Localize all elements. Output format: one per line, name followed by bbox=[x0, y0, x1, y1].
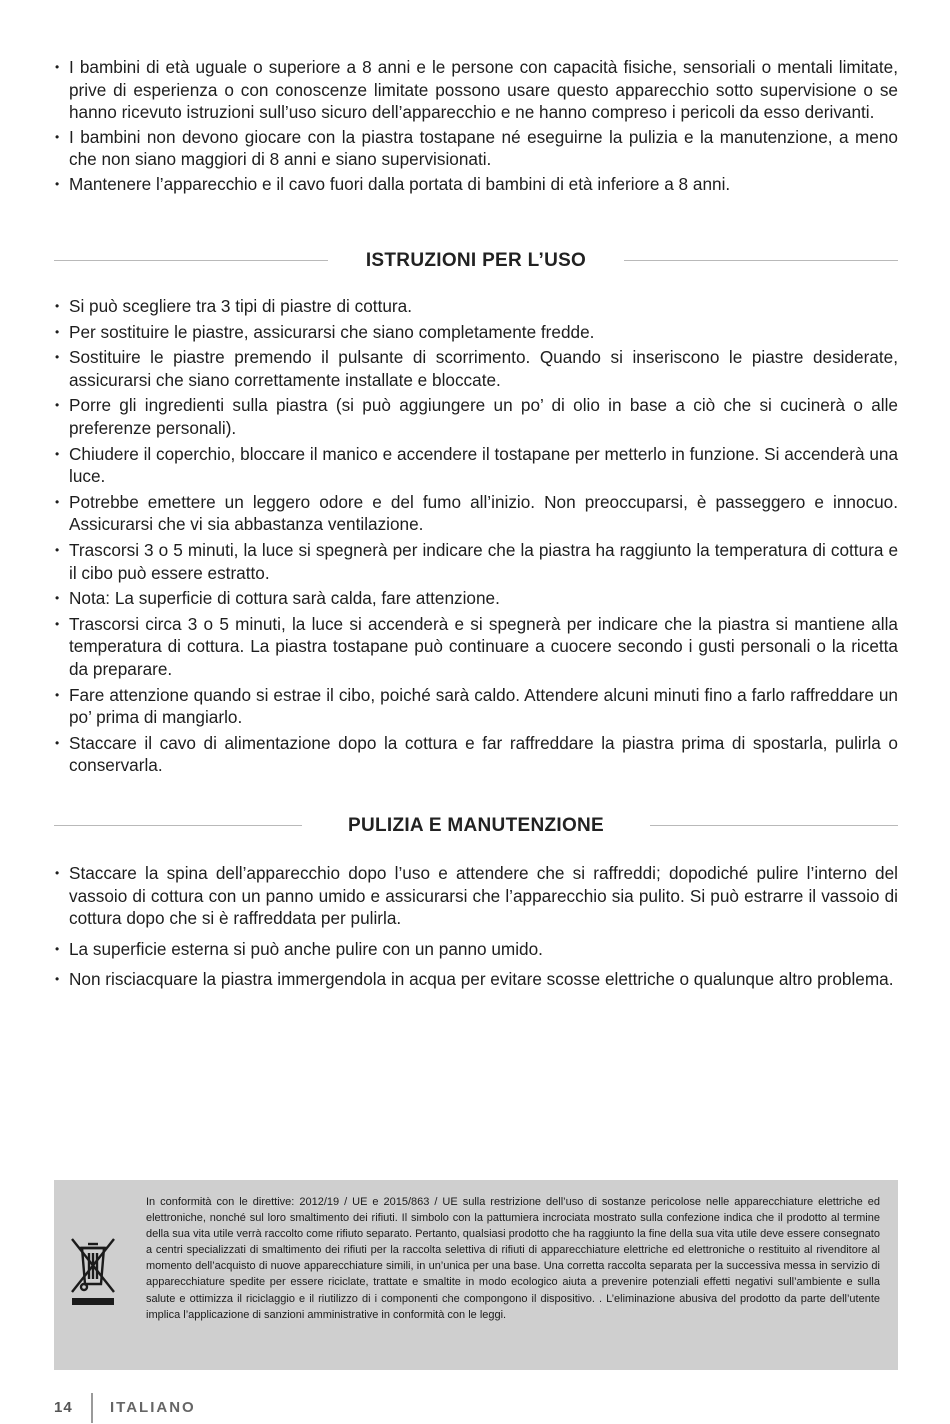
list-item-text: Per sostituire le piastre, assicurarsi che siano completamente fredde. bbox=[69, 321, 595, 342]
list-item bbox=[54, 346, 898, 391]
cleaning-heading-title: PULIZIA E MANUTENZIONE bbox=[347, 815, 605, 836]
weee-disposal-notice bbox=[54, 1180, 898, 1370]
bullet-icon: • bbox=[55, 972, 60, 987]
bullet-icon: • bbox=[55, 941, 60, 956]
list-item-text: I bambini di età uguale o superiore a 8 anni e le persone con capacità fisiche, sensoriali o mentali limitate, prive di esperienza o con conoscenze limitate possono usare questo apparecchio sotto supervisione o se hanno ricevuto istruzioni sull’uso sicuro dell’apparecchio e ne hanno compreso i pericoli da esso derivanti. bbox=[69, 57, 898, 123]
footer-language-label: ITALIANO bbox=[110, 1399, 196, 1416]
list-item bbox=[54, 684, 898, 729]
list-item-text: Non risciacquare la piastra immergendola in acqua per evitare scosse elettriche o qualunque altro problema. bbox=[69, 969, 894, 990]
bullet-icon: • bbox=[55, 446, 60, 461]
list-item-text: Staccare la spina dell’apparecchio dopo l’uso e attendere che si raffreddi; dopodiché pulire l’interno del vassoio di cottura con un panno umido e assicurarsi che l’apparecchio sia pulito. Si può estrarre il vassoio di cottura dopo che si è raffreddata per pulirla. bbox=[69, 863, 898, 929]
bullet-icon: • bbox=[55, 591, 60, 606]
bullet-icon: • bbox=[55, 129, 60, 144]
list-item bbox=[54, 968, 898, 991]
bullet-icon: • bbox=[55, 494, 60, 509]
list-item bbox=[54, 56, 898, 124]
page-number: 14 bbox=[54, 1399, 73, 1416]
heading-rule-right bbox=[650, 825, 898, 826]
footer-divider bbox=[91, 1393, 93, 1423]
bullet-icon: • bbox=[55, 398, 60, 413]
list-item bbox=[54, 587, 898, 610]
list-item-text: Fare attenzione quando si estrae il cibo, poiché sarà caldo. Attendere alcuni minuti fino a farlo raffreddare un po’ prima di mangiarlo. bbox=[69, 684, 898, 728]
usage-section-heading bbox=[54, 249, 898, 273]
cleaning-instructions-list bbox=[54, 862, 898, 999]
list-item bbox=[54, 613, 898, 681]
list-item bbox=[54, 295, 898, 318]
intro-list bbox=[54, 56, 898, 198]
list-item bbox=[54, 126, 898, 171]
list-item-text: Staccare il cavo di alimentazione dopo la cottura e far raffreddare la piastra prima di spostarla, pulirla o conservarla. bbox=[69, 732, 898, 776]
usage-heading-title: ISTRUZIONI PER L’USO bbox=[365, 250, 587, 271]
list-item-text: La superficie esterna si può anche pulire con un panno umido. bbox=[69, 938, 543, 959]
bullet-icon: • bbox=[55, 60, 60, 74]
bullet-icon: • bbox=[55, 616, 60, 631]
list-item-text: Trascorsi circa 3 o 5 minuti, la luce si accenderà e si spegnerà per indicare che la piastra si mantiene alla temperatura di cottura. La piastra tostapane può continuare a cuocere secondo i gusti personali o la ricetta da preparare. bbox=[69, 613, 898, 679]
bullet-icon: • bbox=[55, 176, 60, 191]
list-item bbox=[54, 173, 898, 196]
bullet-icon: • bbox=[55, 542, 60, 557]
list-item-text: Potrebbe emettere un leggero odore e del fumo all’inizio. Non preoccuparsi, è passeggero e innocuo. Assicurarsi che vi sia abbastanza ventilazione. bbox=[69, 491, 898, 535]
list-item bbox=[54, 862, 898, 930]
list-item bbox=[54, 443, 898, 488]
bullet-icon: • bbox=[55, 866, 60, 880]
list-item bbox=[54, 732, 898, 777]
cleaning-section-heading bbox=[54, 814, 898, 838]
list-item-text: Chiudere il coperchio, bloccare il manico e accendere il tostapane per metterlo in funzione. Si accenderà una luce. bbox=[69, 443, 898, 487]
crossed-out-wheelie-bin-icon bbox=[68, 1236, 118, 1308]
list-item bbox=[54, 321, 898, 344]
bullet-icon: • bbox=[55, 350, 60, 365]
list-item bbox=[54, 539, 898, 584]
bullet-icon: • bbox=[55, 735, 60, 750]
bullet-icon: • bbox=[55, 299, 60, 313]
list-item bbox=[54, 491, 898, 536]
bullet-icon: • bbox=[55, 687, 60, 702]
heading-rule-right bbox=[624, 260, 898, 261]
page-footer bbox=[54, 1393, 354, 1423]
list-item-text: Nota: La superficie di cottura sarà calda, fare attenzione. bbox=[69, 588, 500, 609]
list-item-text: Sostituire le piastre premendo il pulsante di scorrimento. Quando si inseriscono le piastre desiderate, assicurarsi che siano correttamente installate e bloccate. bbox=[69, 347, 898, 390]
weee-notice-text: In conformità con le direttive: 2012/19 / UE e 2015/863 / UE sulla restrizione dell’uso di sostanze pericolose nelle apparecchiature elettriche ed elettroniche, nonché sul loro smaltimento dei rifiuti. Il simbolo con la pattumiera incrociata mostrato sulla confezione indica che il prodotto al termine della sua vita utile verrà raccolto come rifiuto separato. Pertanto, qualsiasi prodotto che ha raggiunto la fine della sua vita utile deve essere consegnato a centri specializzati di smaltimento dei rifiuti per la raccolta selettiva di rifiuti di apparecchiature elettriche ed elettroniche o restituito al rivenditore al momento dell’acquisto di nuove apparecchiature simili, in un’unica per una base. Una corretta raccolta separata per la successiva messa in servizio di apparecchiature spedite per essere riciclate, trattate e smaltite in modo ecologico aiuta a prevenire potenziali effetti negativi sull’ambiente e sulla salute e ottimizza il riciclaggio e il riutilizzo di i componenti che compongono il dispositivo. . L’eliminazione abusiva del prodotto da parte dell’utente implica l’applicazione di sanzioni amministrative in conformità con le leggi. bbox=[146, 1196, 880, 1321]
bullet-icon: • bbox=[55, 324, 60, 339]
list-item-text: I bambini non devono giocare con la piastra tostapane né eseguirne la pulizia e la manutenzione, a meno che non siano maggiori di 8 anni e siano supervisionati. bbox=[69, 126, 898, 170]
list-item-text: Trascorsi 3 o 5 minuti, la luce si spegnerà per indicare che la piastra ha raggiunto la temperatura di cottura e il cibo può essere estratto. bbox=[69, 539, 898, 583]
list-item bbox=[54, 938, 898, 961]
usage-instructions-list bbox=[54, 295, 898, 780]
list-item-text: Si può scegliere tra 3 tipi di piastre di cottura. bbox=[69, 296, 412, 316]
list-item bbox=[54, 394, 898, 439]
list-item-text: Mantenere l’apparecchio e il cavo fuori dalla portata di bambini di età inferiore a 8 anni. bbox=[69, 173, 731, 194]
list-item-text: Porre gli ingredienti sulla piastra (si può aggiungere un po’ di olio in base a ciò che si cucinerà o alle preferenze personali). bbox=[69, 395, 898, 438]
